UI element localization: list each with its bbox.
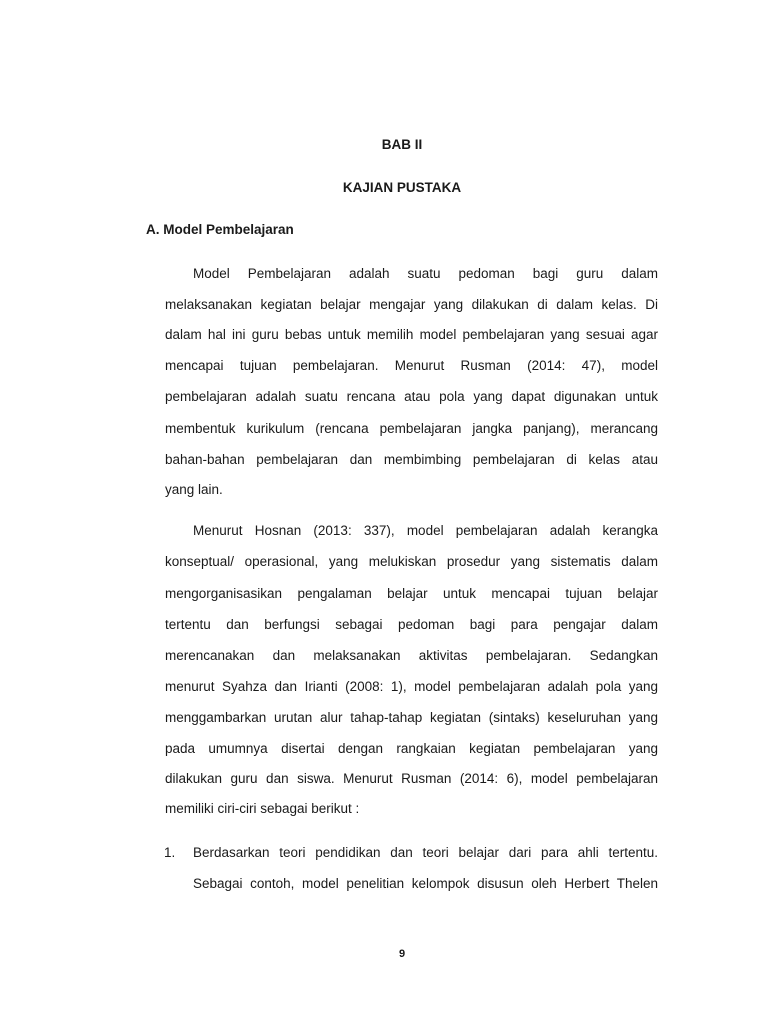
paragraph-line: Model Pembelajaran adalah suatu pedoman bagi guru dalam bbox=[193, 266, 658, 281]
chapter-heading: BAB II bbox=[381, 137, 423, 152]
paragraph-line: menggambarkan urutan alur tahap-tahap kegiatan (sintaks) keseluruhan yang bbox=[165, 710, 658, 725]
paragraph-line: dilakukan guru dan siswa. Menurut Rusman (2014: 6), model pembelajaran bbox=[165, 771, 658, 786]
paragraph-line: yang lain. bbox=[165, 482, 223, 497]
paragraph-line: dalam hal ini guru bebas untuk memilih model pembelajaran yang sesuai agar bbox=[165, 327, 658, 342]
paragraph-line: mengorganisasikan pengalaman belajar untuk mencapai tujuan belajar bbox=[165, 586, 658, 601]
paragraph-line: mencapai tujuan pembelajaran. Menurut Rusman (2014: 47), model bbox=[165, 358, 658, 373]
list-number: 1. bbox=[164, 845, 176, 860]
paragraph-line: menurut Syahza dan Irianti (2008: 1), model pembelajaran adalah pola yang bbox=[165, 679, 658, 694]
paragraph-line: tertentu dan berfungsi sebagai pedoman bagi para pengajar dalam bbox=[165, 617, 658, 632]
paragraph-line: membentuk kurikulum (rencana pembelajaran jangka panjang), merancang bbox=[165, 421, 658, 436]
paragraph-line: merencanakan dan melaksanakan aktivitas pembelajaran. Sedangkan bbox=[165, 648, 658, 663]
page-number: 9 bbox=[398, 948, 406, 960]
paragraph-line: bahan-bahan pembelajaran dan membimbing pembelajaran di kelas atau bbox=[165, 452, 658, 467]
paragraph-line: konseptual/ operasional, yang melukiskan prosedur yang sistematis dalam bbox=[165, 554, 658, 569]
paragraph-line: pembelajaran adalah suatu rencana atau pola yang dapat digunakan untuk bbox=[165, 389, 658, 404]
list-line: Sebagai contoh, model penelitian kelompok disusun oleh Herbert Thelen bbox=[193, 876, 658, 891]
list-line: Berdasarkan teori pendidikan dan teori belajar dari para ahli tertentu. bbox=[193, 845, 658, 860]
chapter-title: KAJIAN PUSTAKA bbox=[342, 180, 462, 195]
section-heading: A. Model Pembelajaran bbox=[146, 222, 294, 237]
paragraph-line: memiliki ciri-ciri sebagai berikut : bbox=[165, 801, 360, 816]
paragraph-line: melaksanakan kegiatan belajar mengajar yang dilakukan di dalam kelas. Di bbox=[165, 297, 658, 312]
paragraph-line: Menurut Hosnan (2013: 337), model pembelajaran adalah kerangka bbox=[193, 523, 658, 538]
paragraph-line: pada umumnya disertai dengan rangkaian kegiatan pembelajaran yang bbox=[165, 741, 658, 756]
